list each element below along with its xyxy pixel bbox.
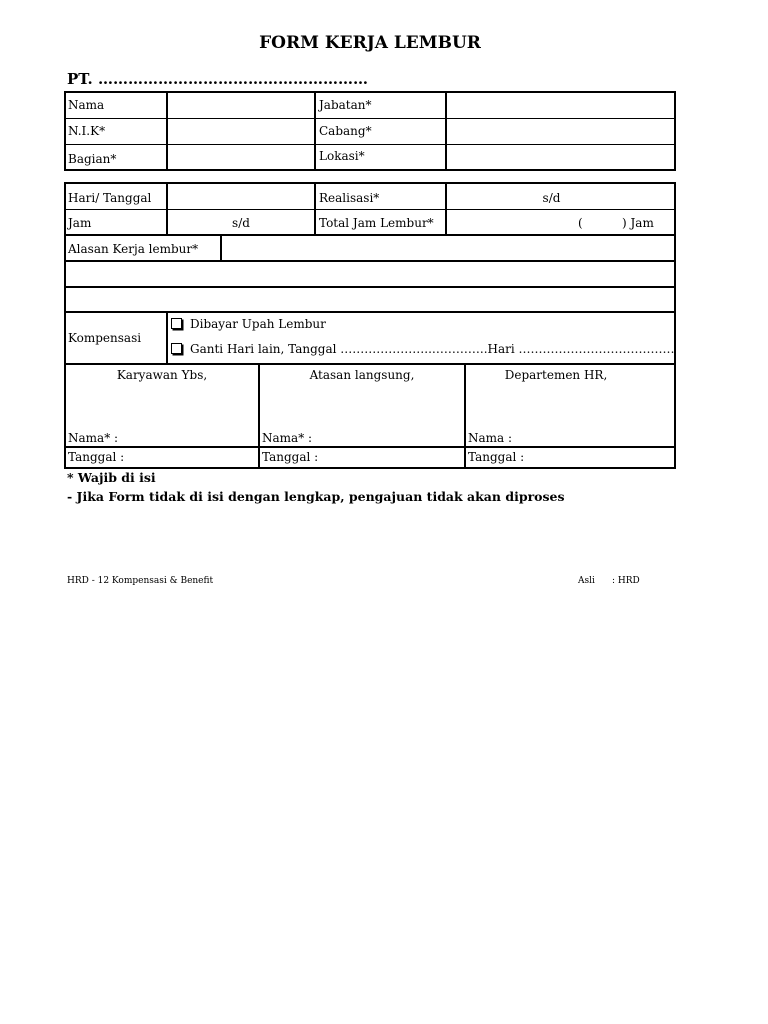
hari-tanggal-label: Hari/ Tanggal <box>68 191 152 205</box>
nama-label: Nama <box>68 98 105 112</box>
nik-field[interactable] <box>168 119 314 143</box>
jam-sd: s/d <box>232 216 250 230</box>
sign-karyawan-title: Karyawan Ybs, <box>116 368 208 382</box>
total-jam-label: Total Jam Lembur* <box>319 216 434 230</box>
footer-asli-value: : HRD <box>612 576 640 586</box>
sign-karyawan-tanggal: Tanggal : <box>68 450 125 464</box>
alasan-label: Alasan Kerja lembur* <box>68 242 199 256</box>
option-ganti-hari[interactable] <box>171 342 675 356</box>
option-ganti-hari-label: Ganti Hari lain, Tanggal …………………..…………..Hari ………………………………… <box>190 342 675 356</box>
sign-hr-area[interactable] <box>466 388 674 428</box>
jabatan-field[interactable] <box>447 93 674 117</box>
alasan-line-2[interactable] <box>66 262 674 285</box>
checkbox-icon[interactable] <box>171 318 182 329</box>
kompensasi-label: Kompensasi <box>68 331 142 345</box>
footer-form-code: HRD - 12 Kompensasi & Benefit <box>67 576 214 586</box>
bagian-field[interactable] <box>168 145 314 169</box>
cabang-label: Cabang* <box>319 124 372 138</box>
lokasi-label: Lokasi* <box>319 149 365 163</box>
alasan-line-3[interactable] <box>66 288 674 310</box>
note-warning: - Jika Form tidak di isi dengan lengkap, pengajuan tidak akan diproses <box>67 489 565 504</box>
cabang-field[interactable] <box>447 119 674 143</box>
nama-field[interactable] <box>168 93 314 117</box>
checkbox-icon[interactable] <box>171 343 182 354</box>
sign-karyawan-area[interactable] <box>66 388 258 428</box>
realisasi-sd: s/d <box>542 191 561 205</box>
option-dibayar-upah-label: Dibayar Upah Lembur <box>190 317 326 331</box>
jabatan-label: Jabatan* <box>319 98 372 112</box>
sign-atasan-nama: Nama* : <box>262 431 313 445</box>
footer-asli-label: Asli <box>578 576 595 586</box>
sign-atasan-title: Atasan langsung, <box>309 368 415 382</box>
realisasi-label: Realisasi* <box>319 191 380 205</box>
total-jam-close: ) Jam <box>622 216 654 230</box>
sign-atasan-area[interactable] <box>260 388 464 428</box>
sign-hr-nama: Nama : <box>468 431 513 445</box>
form-title: FORM KERJA LEMBUR <box>259 33 481 53</box>
company-name: PT. ……………………………………………… <box>67 70 368 88</box>
bagian-label: Bagian* <box>68 152 117 166</box>
hari-tanggal-field[interactable] <box>168 184 314 208</box>
jam-label: Jam <box>68 216 92 230</box>
option-dibayar-upah[interactable] <box>171 317 326 331</box>
alasan-field[interactable] <box>222 236 674 259</box>
note-wajib: * Wajib di isi <box>67 470 156 485</box>
nik-label: N.I.K* <box>68 124 106 138</box>
lokasi-field[interactable] <box>447 145 674 169</box>
sign-hr-tanggal: Tanggal : <box>468 450 525 464</box>
sign-hr-title: Departemen HR, <box>504 368 608 382</box>
sign-karyawan-nama: Nama* : <box>68 431 119 445</box>
total-jam-open: ( <box>578 216 583 230</box>
sign-atasan-tanggal: Tanggal : <box>262 450 319 464</box>
